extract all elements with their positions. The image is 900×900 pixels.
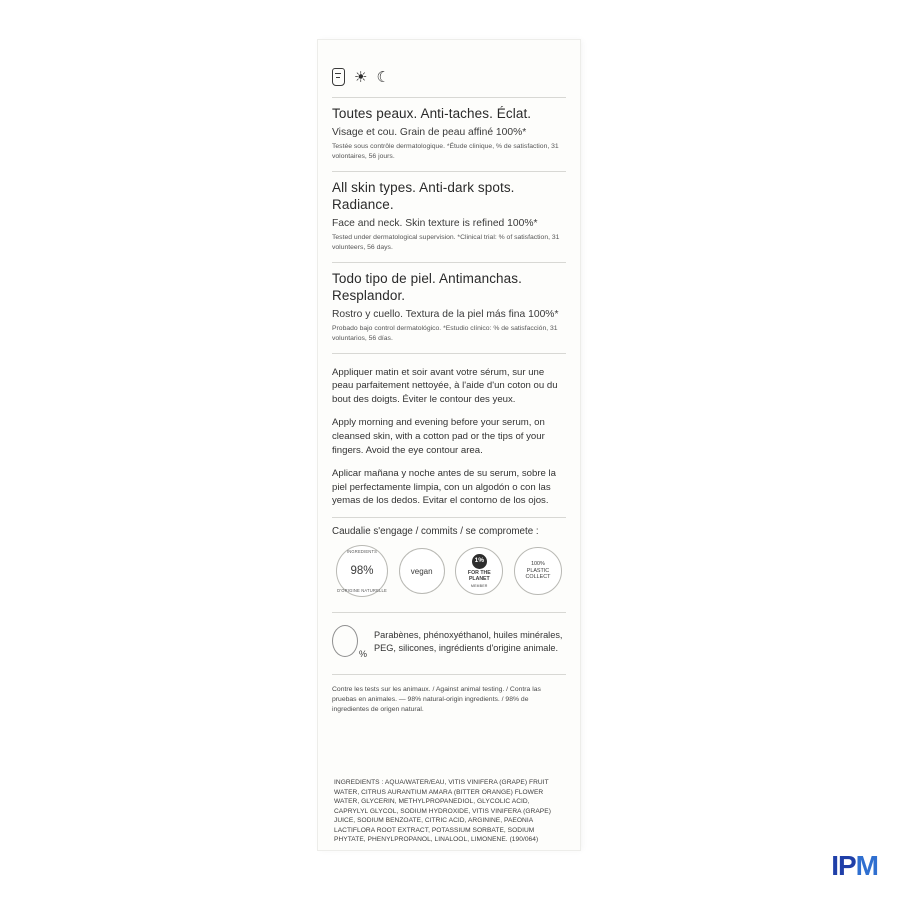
package-back-panel <box>332 66 566 842</box>
zero-percent-unit: % <box>359 649 368 660</box>
headline-es: Todo tipo de piel. Antimanchas. Resplandor. <box>332 270 522 303</box>
watermark-part1: IP <box>831 850 856 881</box>
zero-percent-mark <box>332 625 367 659</box>
fineprint-fr: Testée sous contrôle dermatologique. *Étude clinique, % de satisfaction, 31 volontaires, 56 jours. <box>332 143 559 161</box>
natural-badge-top-text: INGREDIENTS <box>346 549 378 555</box>
planet-badge-line1: FOR THE <box>467 569 491 576</box>
plastic-badge-line1: 100% <box>531 560 545 567</box>
zero-oval-icon <box>332 625 358 657</box>
subline-fr: Visage et cou. Grain de peau affiné 100%* <box>332 126 527 138</box>
divider <box>332 97 566 98</box>
fineprint-es: Probado bajo control dermatológico. *Estudio clínico: % de satisfacción, 31 voluntarios, 56 días. <box>332 324 558 342</box>
usage-fr: Appliquer matin et soir avant votre sérum, sur une peau parfaitement nettoyée, à l'aide d'un coton ou du bout des doigts. Éviter le contour des yeux. <box>332 366 558 405</box>
claims-fr <box>332 106 566 162</box>
natural-badge-bottom-text: D'ORIGINE NATURELLE <box>337 588 387 594</box>
sun-icon: ☀ <box>354 68 368 86</box>
divider <box>332 612 566 613</box>
divider <box>332 517 566 518</box>
subline-es: Rostro y cuello. Textura de la piel más fina 100%* <box>332 308 559 320</box>
subline-en: Face and neck. Skin texture is refined 100%* <box>332 217 538 229</box>
planet-badge-line2: PLANET <box>468 575 490 582</box>
pictogram-row <box>332 66 566 88</box>
usage-en: Apply morning and evening before your serum, on cleansed skin, with a cotton pad or the tips of your fingers. Avoid the eye contour area. <box>332 417 545 456</box>
divider <box>332 171 566 172</box>
free-from-section <box>332 621 566 665</box>
badges-row <box>332 545 566 603</box>
watermark-logo <box>831 850 878 882</box>
plastic-collect-badge <box>514 547 562 595</box>
face-icon <box>332 68 345 86</box>
free-from-text: Parabènes, phénoxyéthanol, huiles minérales, PEG, silicones, ingrédients d'origine animale. <box>374 630 563 653</box>
animal-testing-note: Contre les tests sur les animaux. / Against animal testing. / Contra las pruebas en animales. — 98% natural-origin ingredients. / 98% de ingredientes de origen natural. <box>332 686 541 714</box>
watermark-part2: M <box>855 850 878 881</box>
divider <box>332 262 566 263</box>
divider <box>332 674 566 675</box>
vegan-badge <box>399 548 445 594</box>
natural-badge-value: 98% <box>350 565 374 578</box>
planet-badge-member: MEMBER <box>470 583 488 588</box>
vegan-badge-label: vegan <box>410 566 433 576</box>
usage-instructions <box>332 362 566 508</box>
one-percent-mark: 1% <box>472 554 487 569</box>
ingredients-list: INGREDIENTS : AQUA/WATER/EAU, VITIS VINIFERA (GRAPE) FRUIT WATER, CITRUS AURANTIUM AMARA (BITTER ORANGE) FLOWER WATER, GLYCERIN, METHYLPROPANEDIOL, GLYCOLIC ACID, CAPRYLYL GLYCOL, SODIUM HYDROXIDE, VITIS VINIFERA (GRAPE) JUICE, SODIUM BENZOATE, CITRIC ACID, ARGININE, PAEONIA LACTIFLORA ROOT EXTRACT, POTASSIUM SORBATE, SODIUM PHYTATE, PHENYLPROPANOL, LINALOOL, LIMONENE. (190/064) <box>334 779 551 844</box>
claims-es <box>332 271 566 344</box>
commitments-title: Caudalie s'engage / commits / se compromete : <box>332 526 539 538</box>
plastic-badge-line2: PLASTIC <box>526 567 550 574</box>
headline-fr: Toutes peaux. Anti-taches. Éclat. <box>332 106 532 121</box>
moon-icon: ☾ <box>376 68 390 86</box>
headline-en: All skin types. Anti-dark spots. Radiance. <box>332 179 515 212</box>
natural-ingredients-badge <box>336 545 388 597</box>
divider <box>332 353 566 354</box>
commitments-section <box>332 526 566 603</box>
product-package <box>318 40 580 850</box>
plastic-badge-line3: COLLECT <box>525 574 551 581</box>
fineprint-en: Tested under dermatological supervision. *Clinical trial: % of satisfaction, 31 volunteers, 56 days. <box>332 234 560 251</box>
usage-es: Aplicar mañana y noche antes de su serum, sobre la piel perfectamente limpia, con un algodón o con las yemas de los dedos. Evitar el contorno de los ojos. <box>332 468 556 507</box>
one-percent-for-the-planet-badge <box>455 547 503 595</box>
claims-en <box>332 180 566 253</box>
